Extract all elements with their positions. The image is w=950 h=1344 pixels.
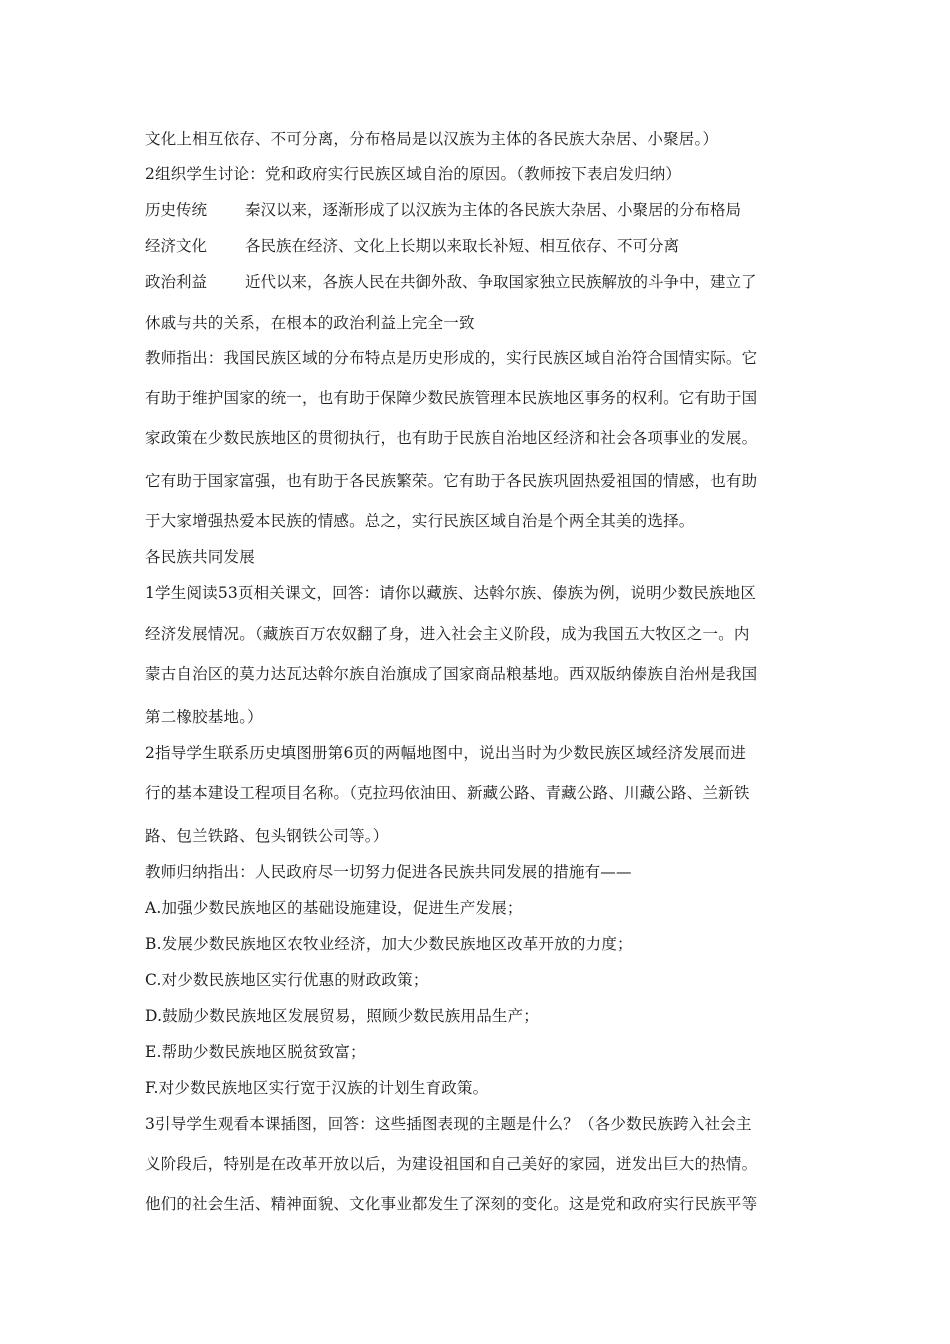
- row-label: 历史传统: [145, 201, 208, 219]
- text-line: 于大家增强热爱本民族的情感。总之，实行民族区域自治是个两全其美的选择。: [145, 512, 695, 530]
- text-line: 3引导学生观看本课插图，回答：这些插图表现的主题是什么？（各少数民族跨入社会主: [145, 1115, 752, 1133]
- text-line: 2指导学生联系历史填图册第6页的两幅地图中，说出当时为少数民族区域经济发展而进: [145, 744, 747, 762]
- list-item: E.帮助少数民族地区脱贫致富；: [145, 1043, 366, 1061]
- row-text: 秦汉以来，逐渐形成了以汉族为主体的各民族大杂居、小聚居的分布格局: [245, 201, 742, 219]
- text-line: 文化上相互依存、不可分离，分布格局是以汉族为主体的各民族大杂居、小聚居。）: [145, 130, 719, 148]
- table-row: [145, 200, 741, 220]
- row-label: 经济文化: [145, 237, 208, 255]
- text-line: 经济发展情况。（藏族百万农奴翻了身，进入社会主义阶段，成为我国五大牧区之一。内: [145, 625, 750, 643]
- text-line: 路、包兰铁路、包头钢铁公司等。）: [145, 827, 389, 845]
- text-line: 教师指出：我国民族区域的分布特点是历史形成的，实行民族区域自治符合国情实际。它: [145, 349, 758, 367]
- list-item: C.对少数民族地区实行优惠的财政政策；: [145, 971, 429, 989]
- list-item: F.对少数民族地区实行宽于汉族的计划生育政策。: [145, 1079, 489, 1097]
- text-line: 行的基本建设工程项目名称。（克拉玛依油田、新藏公路、青藏公路、川藏公路、兰新铁: [145, 784, 750, 802]
- row-label: 政治利益: [145, 273, 208, 291]
- list-item: A.加强少数民族地区的基础设施建设，促进生产发展；: [145, 899, 523, 917]
- text-line: 家政策在少数民族地区的贯彻执行，也有助于民族自治地区经济和社会各项事业的发展。: [145, 429, 758, 447]
- text-line: 蒙古自治区的莫力达瓦达斡尔族自治旗成了国家商品粮基地。西双版纳傣族自治州是我国: [145, 665, 758, 683]
- text-line: 1学生阅读53页相关课文，回答：请你以藏族、达斡尔族、傣族为例，说明少数民族地区: [145, 584, 757, 602]
- text-line: 他们的社会生活、精神面貌、文化事业都发生了深刻的变化。这是党和政府实行民族平等: [145, 1195, 758, 1213]
- text-line: 第二橡胶基地。）: [145, 708, 263, 726]
- list-item: B.发展少数民族地区农牧业经济，加大少数民族地区改革开放的力度；: [145, 935, 633, 953]
- text-line: 有助于维护国家的统一，也有助于保障少数民族管理本民族地区事务的权利。它有助于国: [145, 389, 758, 407]
- row-text: 近代以来，各族人民在共御外敌、争取国家独立民族解放的斗争中，建立了: [245, 273, 757, 291]
- text-line: 2组织学生讨论：党和政府实行民族区域自治的原因。（教师按下表启发归纳）: [145, 165, 682, 183]
- text-line: 休戚与共的关系，在根本的政治利益上完全一致: [145, 314, 475, 332]
- row-text: 各民族在经济、文化上长期以来取长补短、相互依存、不可分离: [245, 237, 680, 255]
- list-item: D.鼓励少数民族地区发展贸易，照顾少数民族用品生产；: [145, 1007, 540, 1025]
- text-line: 它有助于国家富强，也有助于各民族繁荣。它有助于各民族巩固热爱祖国的情感，也有助: [145, 472, 758, 490]
- text-line: 教师归纳指出：人民政府尽一切努力促进各民族共同发展的措施有——: [145, 863, 632, 881]
- text-line: 义阶段后，特别是在改革开放以后，为建设祖国和自己美好的家园，迸发出巨大的热情。: [145, 1155, 758, 1173]
- table-row: [145, 236, 679, 256]
- section-heading: 各民族共同发展: [145, 548, 255, 566]
- table-row: [145, 272, 757, 292]
